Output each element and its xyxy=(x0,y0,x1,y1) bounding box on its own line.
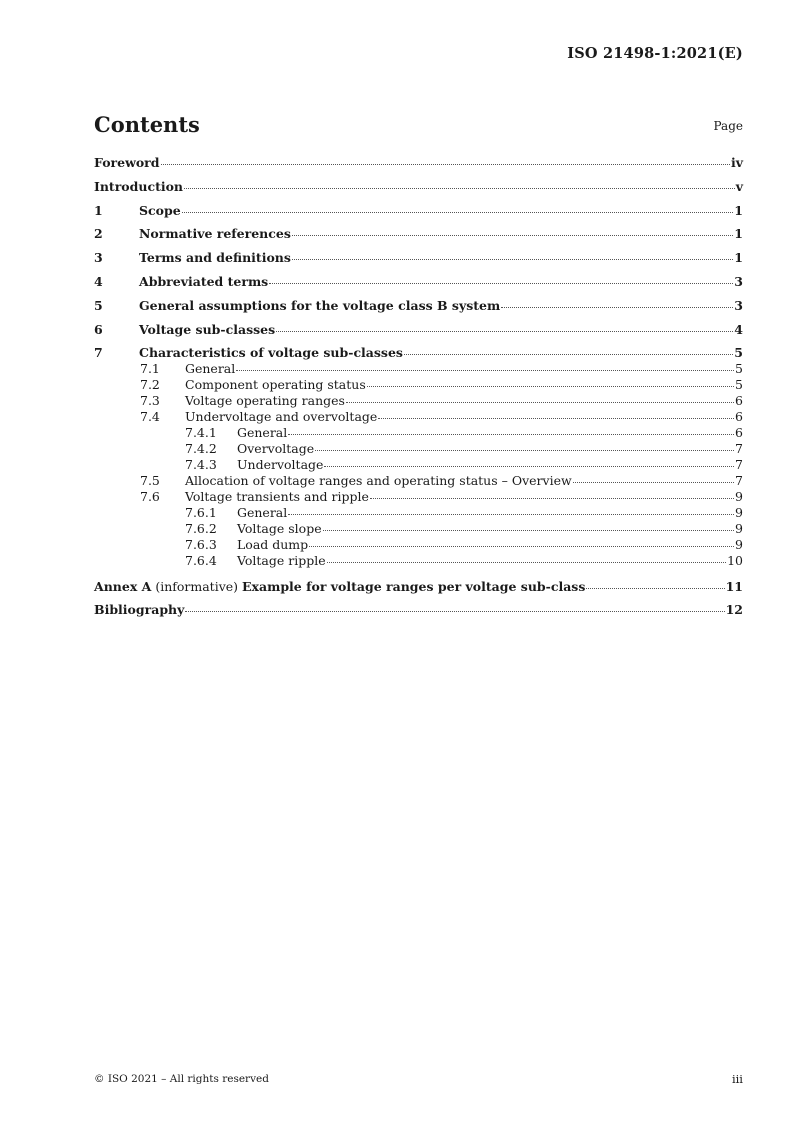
dot-leader xyxy=(184,187,735,189)
toc-entry[interactable] xyxy=(94,537,743,553)
toc-entry-title[interactable]: Scope xyxy=(139,203,181,218)
page-column-label: Page xyxy=(713,119,743,133)
toc-entry-number: 7.4.1 xyxy=(185,425,217,440)
toc-entry-number: 7.6.1 xyxy=(185,505,217,520)
dot-leader xyxy=(501,306,733,308)
toc-entry-title[interactable]: Bibliography xyxy=(94,602,185,617)
toc-entry-title[interactable]: Voltage operating ranges xyxy=(185,393,345,408)
toc-entry-number: 7.5 xyxy=(140,473,160,488)
toc-entry-title[interactable]: Voltage slope xyxy=(237,521,322,536)
toc-entry-number: 7.3 xyxy=(140,393,160,408)
toc-entry-title[interactable]: General xyxy=(185,361,236,376)
dot-leader xyxy=(292,234,733,236)
toc-entry-number: 7.6.2 xyxy=(185,521,217,536)
toc-entry-number: 7.4.2 xyxy=(185,441,217,456)
dot-leader xyxy=(288,433,734,435)
toc-entry-page: 10 xyxy=(727,553,743,568)
toc-entry[interactable] xyxy=(94,473,743,489)
dot-leader xyxy=(323,529,734,531)
toc-entry-number: 7.4 xyxy=(140,409,160,424)
toc-entry[interactable] xyxy=(94,393,743,409)
toc-entry[interactable] xyxy=(94,505,743,521)
toc-entry-page: 9 xyxy=(735,521,743,536)
toc-entry[interactable] xyxy=(94,361,743,377)
toc-entry-title[interactable]: Foreword xyxy=(94,155,160,170)
toc-entry-title[interactable]: Component operating status xyxy=(185,377,366,392)
toc-entry-title[interactable]: Terms and definitions xyxy=(139,250,291,265)
dot-leader xyxy=(292,258,733,260)
toc-entry-page: 4 xyxy=(734,322,743,337)
toc-entry-page: 3 xyxy=(734,298,743,313)
toc-entry-title[interactable]: Voltage sub-classes xyxy=(139,322,276,337)
toc-entry-title[interactable]: Undervoltage xyxy=(237,457,324,472)
toc-entry-title[interactable]: General xyxy=(237,505,288,520)
dot-leader xyxy=(324,465,734,467)
dot-leader xyxy=(309,545,734,547)
toc-entry[interactable] xyxy=(94,345,743,361)
toc-entry-title[interactable]: Characteristics of voltage sub-classes xyxy=(139,345,403,360)
toc-entry[interactable] xyxy=(94,553,743,569)
toc-entry-title[interactable]: Voltage ripple xyxy=(237,553,326,568)
toc-entry-page: 7 xyxy=(735,441,743,456)
toc-entry-title[interactable]: General assumptions for the voltage class B system xyxy=(139,298,501,313)
toc-entry[interactable] xyxy=(94,521,743,537)
page-number: iii xyxy=(731,1072,743,1086)
toc-entry[interactable] xyxy=(94,226,743,242)
toc-entry[interactable] xyxy=(94,441,743,457)
toc-entry[interactable] xyxy=(94,409,743,425)
toc-entry-number: 2 xyxy=(94,226,103,241)
toc-entry-page: 7 xyxy=(735,473,743,488)
toc-entry-number: 7.6.3 xyxy=(185,537,217,552)
dot-leader xyxy=(327,561,726,563)
dot-leader xyxy=(161,163,730,165)
dot-leader xyxy=(370,497,734,499)
toc-entry-number: 3 xyxy=(94,250,103,265)
dot-leader xyxy=(378,417,734,419)
toc-entry[interactable] xyxy=(94,579,743,595)
toc-entry[interactable] xyxy=(94,322,743,338)
toc-entry-number: 7.6.4 xyxy=(185,553,217,568)
toc-entry[interactable] xyxy=(94,457,743,473)
annex-label: Annex A xyxy=(94,579,152,594)
toc-entry-number: 6 xyxy=(94,322,103,337)
toc-entry-number: 5 xyxy=(94,298,103,313)
toc-entry-number: 7.6 xyxy=(140,489,160,504)
dot-leader xyxy=(236,369,734,371)
toc-entry[interactable] xyxy=(94,179,743,195)
toc-entry-title[interactable]: General xyxy=(237,425,288,440)
annex-type: (informative) xyxy=(151,579,243,594)
toc-entry-title[interactable]: Allocation of voltage ranges and operating status – Overview xyxy=(185,473,572,488)
toc-entry-page: 6 xyxy=(735,393,743,408)
toc-entry-page: 9 xyxy=(735,505,743,520)
toc-entry-title[interactable]: Introduction xyxy=(94,179,184,194)
toc-entry[interactable] xyxy=(94,274,743,290)
toc-entry-page: iv xyxy=(730,155,743,170)
toc-entry[interactable] xyxy=(94,298,743,314)
contents-title: Contents xyxy=(94,112,200,137)
toc-entry[interactable] xyxy=(94,377,743,393)
toc-entry[interactable] xyxy=(94,602,743,618)
dot-leader xyxy=(288,513,734,515)
toc-entry-title[interactable]: Abbreviated terms xyxy=(139,274,269,289)
toc-entry-page: 5 xyxy=(734,345,743,360)
toc-entry-page: 12 xyxy=(725,602,743,617)
toc-entry[interactable] xyxy=(94,250,743,266)
document-id: ISO 21498-1:2021(E) xyxy=(567,45,743,62)
toc-entry-number: 7.4.3 xyxy=(185,457,217,472)
toc-entry-page: 5 xyxy=(735,361,743,376)
toc-entry[interactable] xyxy=(94,489,743,505)
toc-entry-page: 9 xyxy=(735,537,743,552)
toc-entry[interactable] xyxy=(94,203,743,219)
toc-entry-title[interactable]: Overvoltage xyxy=(237,441,315,456)
toc-entry-page: 5 xyxy=(735,377,743,392)
toc-entry-number: 1 xyxy=(94,203,103,218)
toc-entry-page: 7 xyxy=(735,457,743,472)
toc-entry-title[interactable] xyxy=(94,579,585,595)
toc-entry-title[interactable]: Undervoltage and overvoltage xyxy=(185,409,378,424)
dot-leader xyxy=(346,401,734,403)
dot-leader xyxy=(182,211,734,213)
toc-entry-page: v xyxy=(735,179,743,194)
toc-entry-number: 7.2 xyxy=(140,377,160,392)
annex-title: Example for voltage ranges per voltage sub-class xyxy=(242,579,586,594)
toc-entry-page: 11 xyxy=(725,579,743,594)
toc-entry-page: 6 xyxy=(735,425,743,440)
toc-entry-page: 1 xyxy=(734,203,743,218)
toc-entry-number: 4 xyxy=(94,274,103,289)
dot-leader xyxy=(586,587,724,589)
copyright-notice: © ISO 2021 – All rights reserved xyxy=(94,1073,269,1085)
toc-entry-title[interactable]: Load dump xyxy=(237,537,309,552)
dot-leader xyxy=(276,330,733,332)
dot-leader xyxy=(315,449,734,451)
dot-leader xyxy=(573,481,734,483)
toc-entry-page: 3 xyxy=(734,274,743,289)
toc-entry-page: 6 xyxy=(735,409,743,424)
dot-leader xyxy=(367,385,734,387)
toc-entry-title[interactable]: Voltage transients and ripple xyxy=(185,489,369,504)
dot-leader xyxy=(185,610,724,612)
dot-leader xyxy=(269,282,733,284)
dot-leader xyxy=(404,353,733,355)
toc-entry-number: 7 xyxy=(94,345,103,360)
toc-entry-page: 1 xyxy=(734,250,743,265)
toc-entry[interactable] xyxy=(94,425,743,441)
toc-entry-page: 1 xyxy=(734,226,743,241)
toc-entry-page: 9 xyxy=(735,489,743,504)
toc-entry[interactable] xyxy=(94,155,743,171)
toc-entry-title[interactable]: Normative references xyxy=(139,226,291,241)
toc-entry-number: 7.1 xyxy=(140,361,160,376)
